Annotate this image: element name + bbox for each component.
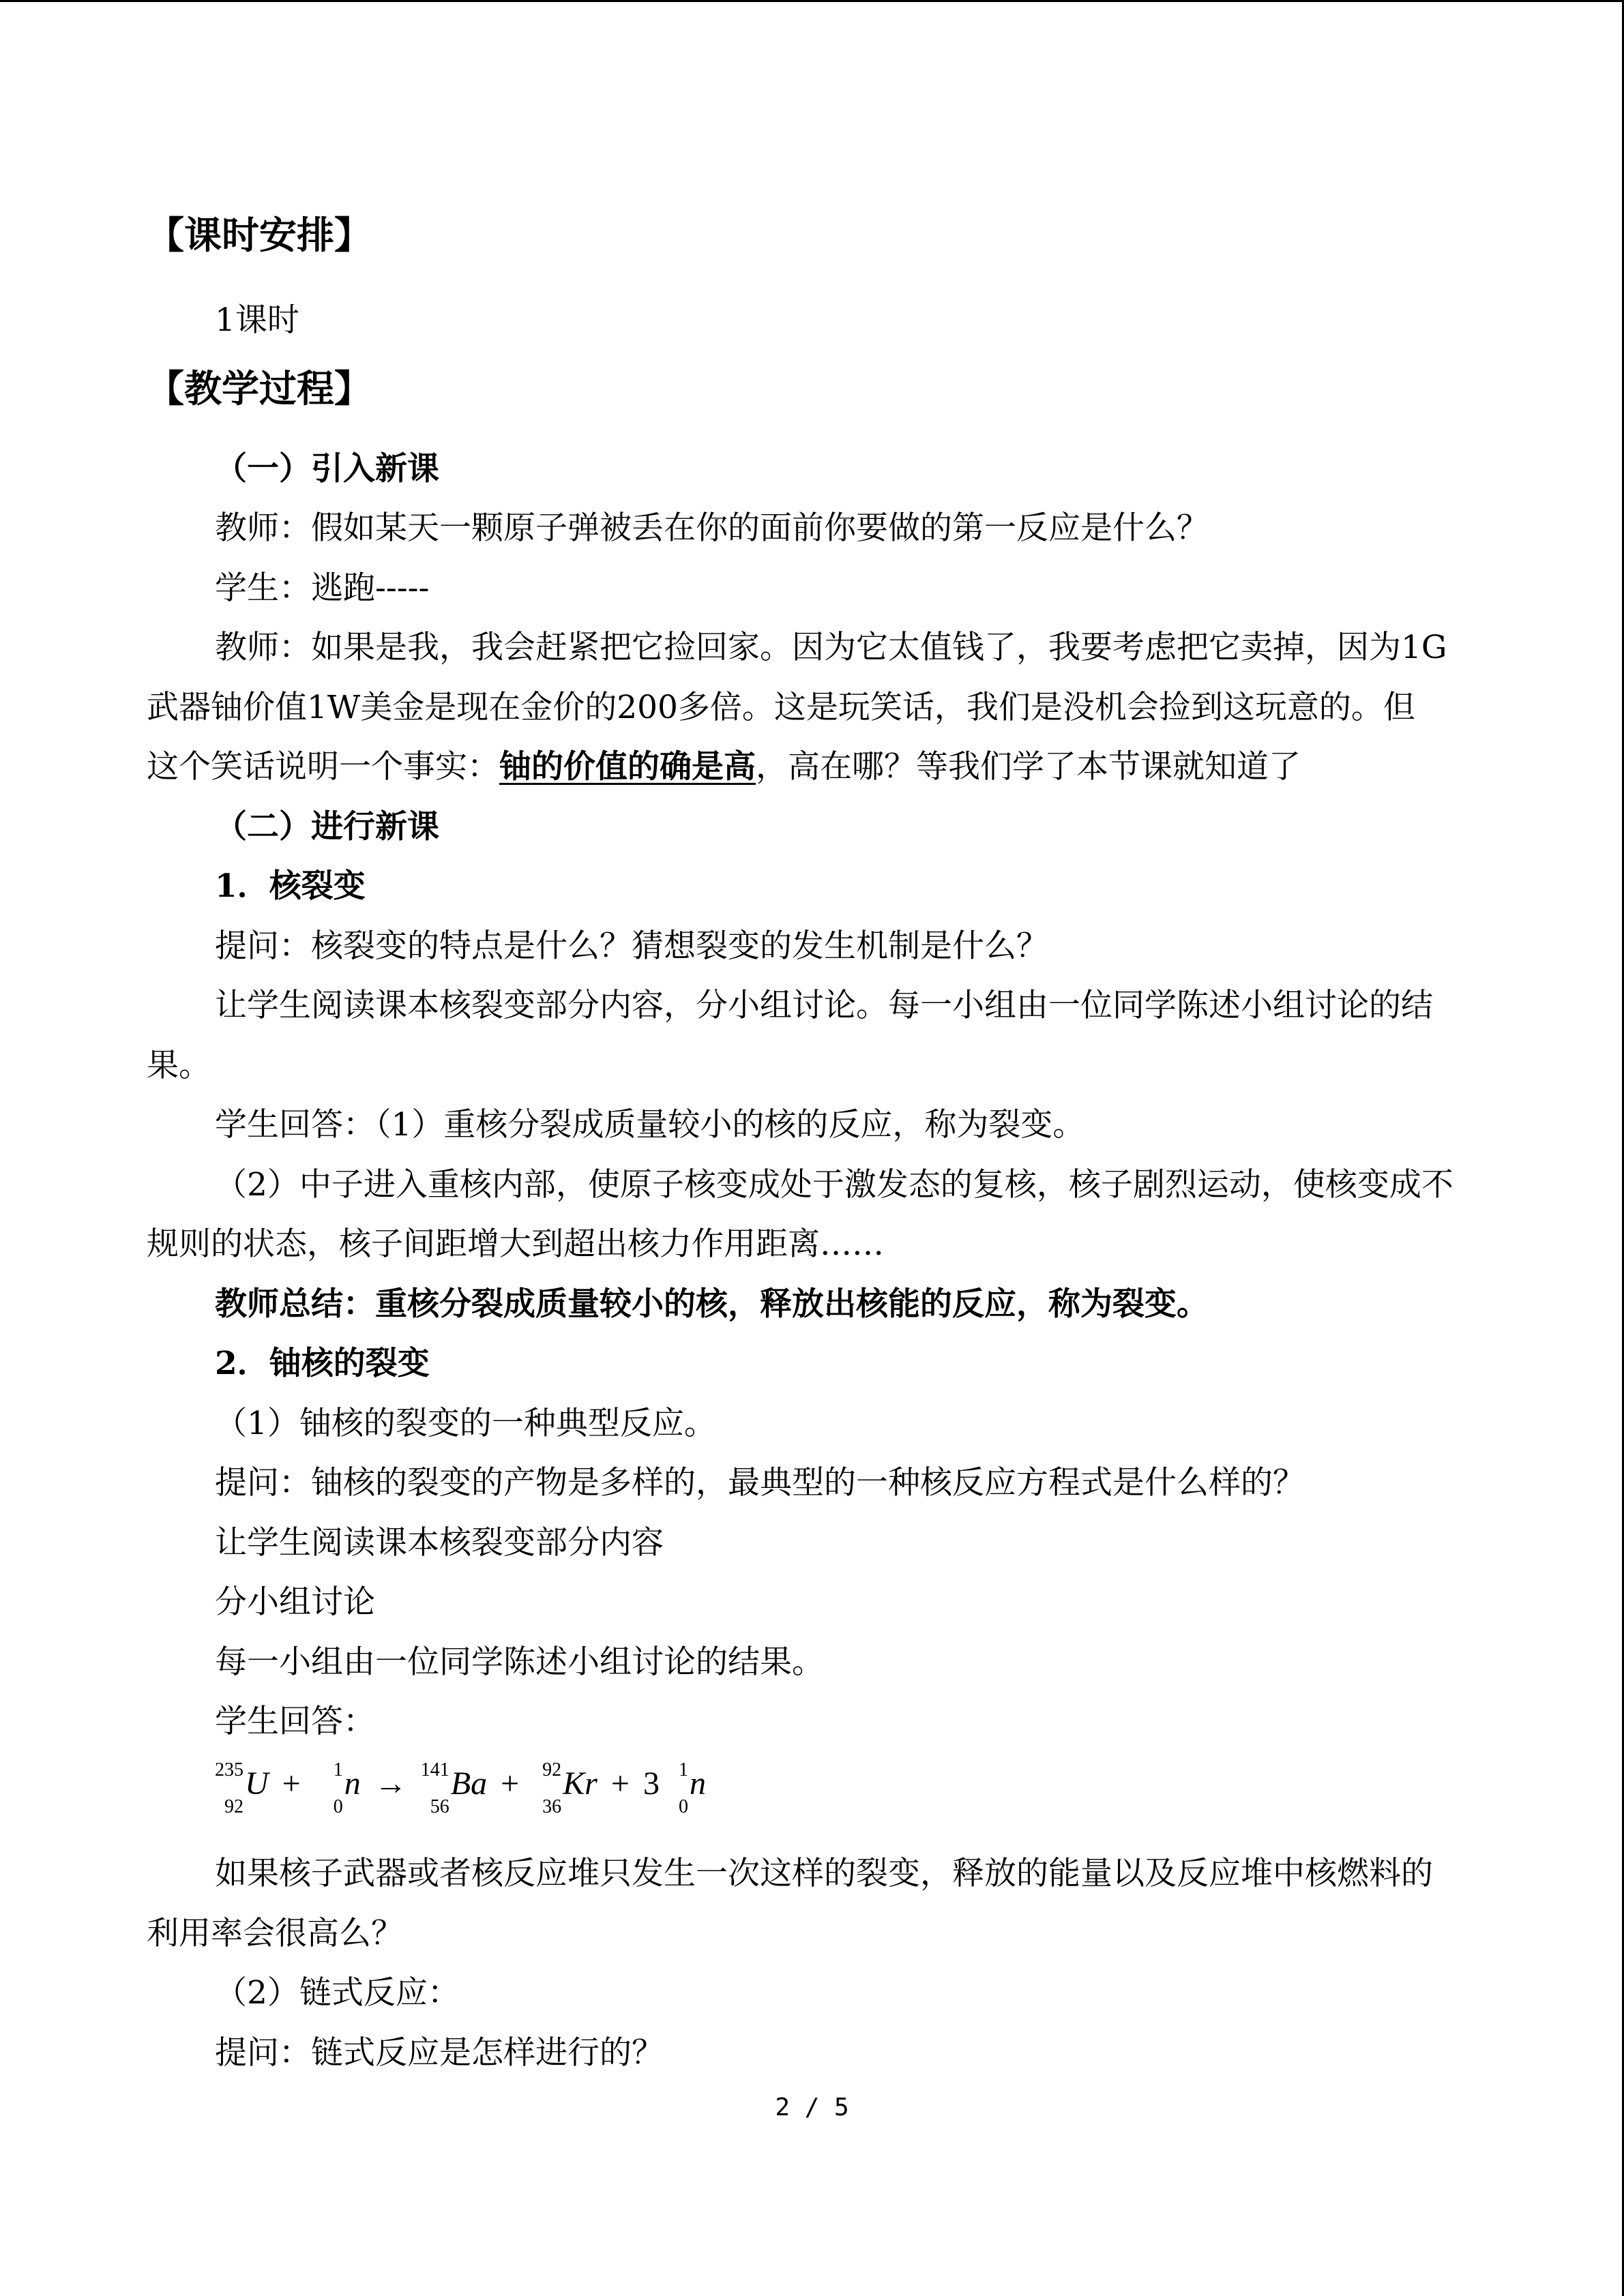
paragraph-3-post: ，高在哪？等我们学了本节课就知道了 — [756, 748, 1301, 786]
neutron-mass-number: 1 — [333, 1759, 343, 1780]
neutron-2-scripts — [660, 1759, 690, 1817]
subsection-2-title: 2．铀核的裂变 — [215, 1345, 430, 1382]
answer-label: 学生回答： — [215, 1703, 375, 1740]
heading-process: 【教学过程】 — [147, 366, 372, 411]
paragraph-2: 学生：逃跑----- — [215, 569, 430, 607]
paragraph-3-line-1: 教师：如果是我，我会赶紧把它捡回家。因为它太值钱了，我要考虑把它卖掉，因为1G — [215, 629, 1447, 666]
neutron-scripts — [314, 1759, 344, 1817]
neutron-symbol: n — [344, 1765, 361, 1802]
schedule-text: 1课时 — [215, 301, 299, 339]
each-group: 每一小组由一位同学陈述小组讨论的结果。 — [215, 1643, 824, 1681]
teacher-summary: 教师总结：重核分裂成质量较小的核，释放出核能的反应，称为裂变。 — [215, 1285, 1209, 1323]
neutron-2-charge-number: 0 — [678, 1796, 688, 1817]
paragraph-3-line-3 — [147, 747, 1301, 788]
section1-title: （一）引入新课 — [215, 450, 439, 488]
plus-sign: + — [282, 1765, 301, 1802]
question-3-line-1: 如果核子武器或者核反应堆只发生一次这样的裂变，释放的能量以及反应堆中核燃料的 — [215, 1855, 1433, 1892]
uranium-atomic-number: 92 — [224, 1796, 243, 1817]
question-3-line-2: 利用率会很高么？ — [147, 1915, 403, 1952]
answer-1: 学生回答：（1）重核分裂成质量较小的核的反应，称为裂变。 — [215, 1106, 1085, 1144]
paragraph-3-pre: 这个笑话说明一个事实： — [147, 748, 499, 786]
question-2: 提问：铀核的裂变的产物是多样的，最典型的一种核反应方程式是什么样的？ — [215, 1464, 1305, 1502]
krypton-symbol: Kr — [563, 1765, 597, 1802]
uranium-scripts — [215, 1759, 245, 1817]
neutron-2-symbol: n — [689, 1765, 706, 1802]
plus-sign: + — [501, 1765, 520, 1802]
uranium-symbol: U — [245, 1765, 269, 1802]
krypton-mass-number: 92 — [542, 1759, 562, 1780]
reading-1-line-2: 果。 — [147, 1047, 211, 1084]
arrow-icon: → — [374, 1765, 407, 1802]
paragraph-1: 教师：假如某天一颗原子弹被丢在你的面前你要做的第一反应是什么？ — [215, 509, 1209, 547]
plus-sign: + — [610, 1765, 630, 1802]
answer-2-line-1: （2）中子进入重核内部，使原子核变成处于激发态的复核，核子剧烈运动，使核变成不 — [215, 1166, 1453, 1204]
neutron-2-mass-number: 1 — [678, 1759, 688, 1780]
item-2: （2）链式反应： — [215, 1974, 460, 2012]
underlined-emphasis: 铀的价值的确是高 — [499, 748, 756, 786]
page-number: 2 / 5 — [775, 2093, 849, 2121]
barium-symbol: Ba — [450, 1765, 488, 1802]
krypton-atomic-number: 36 — [542, 1796, 562, 1817]
heading-schedule: 【课时安排】 — [147, 213, 372, 257]
barium-scripts — [420, 1759, 451, 1817]
fission-equation — [215, 1759, 706, 1817]
uranium-mass-number: 235 — [215, 1759, 243, 1780]
paragraph-3-line-2: 武器铀价值1W美金是现在金价的200多倍。这是玩笑话，我们是没机会捡到这玩意的。但 — [147, 689, 1415, 726]
subsection-1-title: 1．核裂变 — [215, 867, 366, 905]
krypton-scripts — [533, 1759, 563, 1817]
neutron-charge-number: 0 — [333, 1796, 343, 1817]
reading-1-line-1: 让学生阅读课本核裂变部分内容，分小组讨论。每一小组由一位同学陈述小组讨论的结 — [215, 987, 1433, 1024]
neutron-coefficient: 3 — [643, 1765, 660, 1802]
question-1: 提问：核裂变的特点是什么？猜想裂变的发生机制是什么？ — [215, 927, 1048, 965]
barium-mass-number: 141 — [420, 1759, 449, 1780]
question-4: 提问：链式反应是怎样进行的？ — [215, 2034, 664, 2072]
barium-atomic-number: 56 — [430, 1796, 449, 1817]
section2-title: （二）进行新课 — [215, 808, 439, 846]
group-discussion: 分小组讨论 — [215, 1583, 375, 1621]
item-1: （1）铀核的裂变的一种典型反应。 — [215, 1405, 716, 1442]
answer-2-line-2: 规则的状态，核子间距增大到超出核力作用距离…… — [147, 1225, 884, 1263]
reading-2: 让学生阅读课本核裂变部分内容 — [215, 1524, 664, 1562]
